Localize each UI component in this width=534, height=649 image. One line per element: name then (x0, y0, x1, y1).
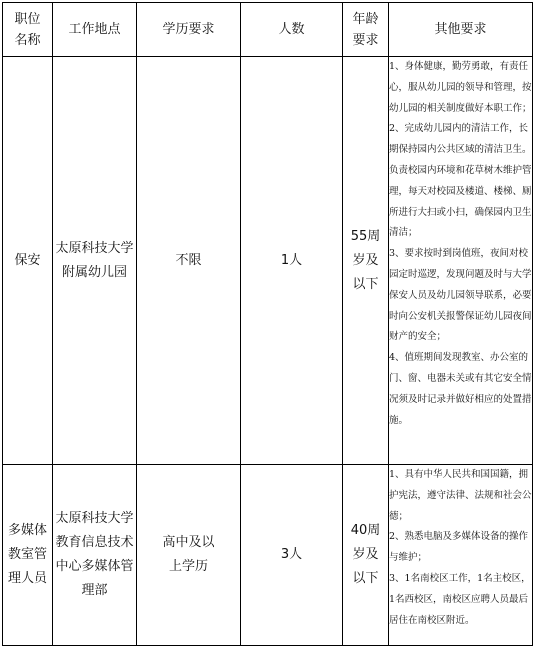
cell-position: 多媒体教室管理人员 (3, 465, 53, 646)
requirement-item: 2、熟悉电脑及多媒体设备的操作与维护； (389, 531, 529, 564)
cell-age: 40周岁及以下 (343, 465, 389, 646)
header-row (3, 3, 533, 57)
header-count: 人数 (241, 3, 343, 57)
header-location: 工作地点 (53, 3, 137, 57)
cell-location: 太原科技大学教育信息技术中心多媒体管理部 (53, 465, 137, 646)
cell-count: 3人 (241, 465, 343, 646)
table-row (3, 465, 533, 646)
cell-position: 保安 (3, 57, 53, 465)
header-other-requirements: 其他要求 (389, 3, 533, 57)
cell-age: 55周岁及以下 (343, 57, 389, 465)
requirement-item: 1、身体健康，勤劳勇敢，有责任心，服从幼儿园的领导和管理，按幼儿园的相关制度做好本职工作； (389, 61, 532, 114)
header-education: 学历要求 (137, 3, 241, 57)
header-position: 职位名称 (3, 3, 53, 57)
recruitment-table (2, 2, 533, 646)
table-row (3, 57, 533, 465)
requirement-item: 3、1名南校区工作，1名主校区，1名西校区，南校区应聘人员最后居住在南校区附近。 (389, 572, 531, 626)
requirement-item: 4、值班期间发现教室、办公室的门、窗、电器未关或有其它安全情况须及时记录并做好相应的处置措施。 (389, 352, 532, 426)
cell-requirements (389, 465, 533, 646)
cell-requirements (389, 57, 533, 465)
cell-location: 太原科技大学附属幼儿园 (53, 57, 137, 465)
cell-education: 高中及以上学历 (137, 465, 241, 646)
requirement-item: 1、具有中华人民共和国国籍，拥护宪法，遵守法律、法规和社会公德； (389, 469, 532, 522)
cell-count: 1人 (241, 57, 343, 465)
requirement-item: 2、完成幼儿园内的清洁工作，长期保持园内公共区域的清洁卫生。负责校园内环境和花草树木维护管理，每天对校园及楼道、楼梯、厕所进行大扫或小扫，确保园内卫生清洁； (389, 123, 532, 239)
header-age: 年龄要求 (343, 3, 389, 57)
requirement-item: 3、要求按时到岗值班，夜间对校园定时巡逻，发现问题及时与大学保安人员及幼儿园领导联系，必要时向公安机关报警保证幼儿园夜间财产的安全； (389, 248, 532, 343)
cell-education: 不限 (137, 57, 241, 465)
